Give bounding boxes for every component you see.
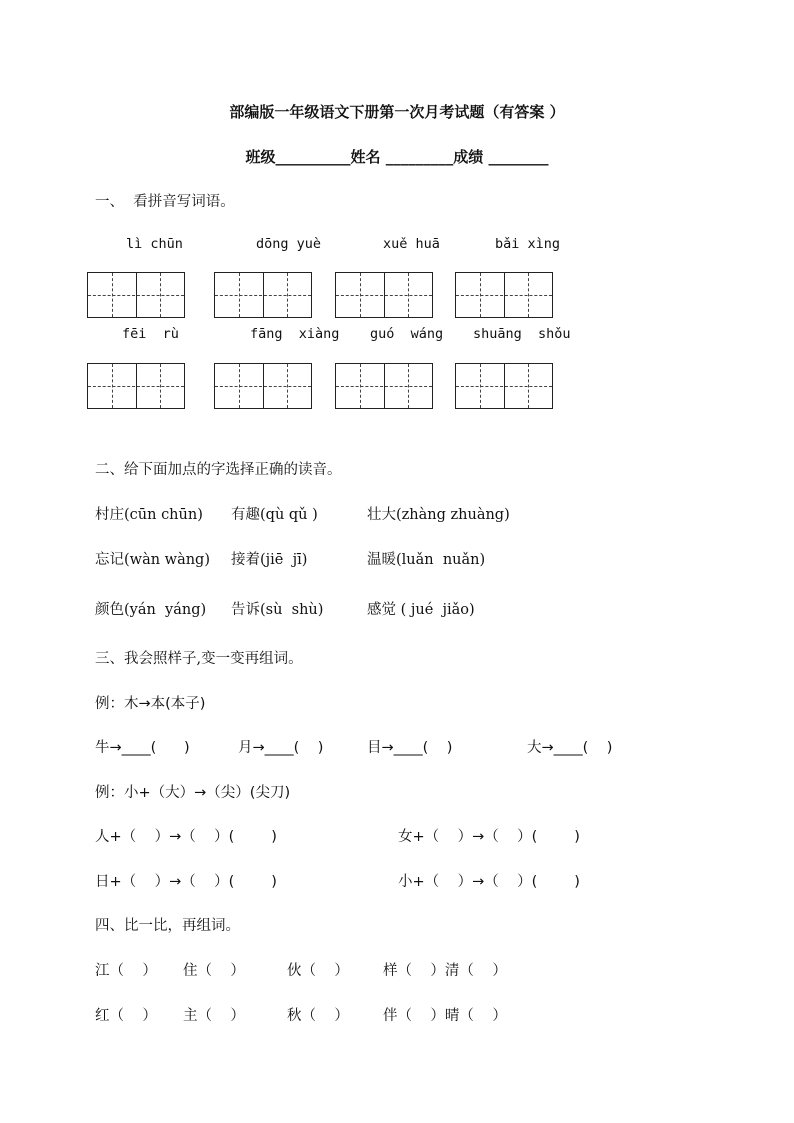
page-title: 部编版一年级语文下册第一次月考试题（有答案 ）	[229, 103, 565, 121]
fill-item[interactable]: 日+（ ）→（ ）( )	[95, 874, 277, 890]
compare-item[interactable]: 秋（ ）	[287, 1008, 349, 1024]
compare-item[interactable]: 江（ ）	[95, 963, 157, 979]
reading-choice-item[interactable]: 接着(jiē jī)	[231, 552, 308, 568]
example-line: 例：小+（大）→（尖）(尖刀)	[95, 785, 291, 801]
pinyin-label: lì chūn	[126, 236, 183, 252]
pinyin-label: shuāng shǒu	[473, 326, 571, 342]
reading-choice-item[interactable]: 村庄(cūn chūn)	[95, 507, 203, 523]
compare-item[interactable]: 主（ ）	[183, 1008, 245, 1024]
compare-item[interactable]: 样（ ）清（ ）	[383, 963, 507, 979]
pinyin-label: dōng yuè	[256, 236, 322, 252]
reading-choice-item[interactable]: 颜色(yán yáng)	[95, 602, 207, 618]
writing-grid[interactable]	[214, 272, 312, 318]
reading-choice-item[interactable]: 告诉(sù shù)	[231, 602, 324, 618]
reading-choice-item[interactable]: 有趣(qù qǔ )	[231, 507, 318, 523]
pinyin-label: fāng xiàng	[250, 326, 340, 342]
compare-item[interactable]: 红（ ）	[95, 1008, 157, 1024]
student-info-line: 班级__________姓名 _________成绩 ________	[245, 148, 549, 166]
section-4-heading: 四、比一比，再组词。	[95, 918, 240, 934]
writing-grid[interactable]	[214, 363, 312, 409]
fill-item[interactable]: 女+（ ）→（ ）( )	[398, 829, 580, 845]
compare-item[interactable]: 住（ ）	[183, 963, 245, 979]
fill-item[interactable]: 小+（ ）→（ ）( )	[398, 874, 580, 890]
fill-item[interactable]: 人+（ ）→（ ）( )	[95, 829, 277, 845]
writing-grid[interactable]	[335, 272, 433, 318]
pinyin-label: guó wáng	[370, 326, 444, 342]
reading-choice-item[interactable]: 温暖(luǎn nuǎn)	[367, 552, 486, 568]
example-line: 例：木→本(本子)	[95, 696, 206, 712]
writing-grid[interactable]	[87, 272, 185, 318]
fill-item[interactable]: 月→____( )	[238, 740, 324, 756]
writing-grid[interactable]	[455, 363, 553, 409]
section-3-heading: 三、我会照样子,变一变再组词。	[95, 651, 303, 667]
section-2-heading: 二、给下面加点的字选择正确的读音。	[95, 462, 342, 478]
pinyin-label: fēi rù	[122, 326, 179, 342]
pinyin-label: bǎi xìng	[495, 236, 561, 252]
reading-choice-item[interactable]: 壮大(zhàng zhuàng)	[367, 507, 510, 523]
pinyin-label: xuě huā	[383, 236, 440, 252]
fill-item[interactable]: 目→____( )	[367, 740, 453, 756]
writing-grid[interactable]	[87, 363, 185, 409]
compare-item[interactable]: 伴（ ）晴（ ）	[383, 1008, 507, 1024]
reading-choice-item[interactable]: 感觉 ( jué jiǎo)	[367, 602, 475, 618]
writing-grid[interactable]	[455, 272, 553, 318]
section-1-heading: 一、 看拼音写词语。	[95, 194, 235, 210]
reading-choice-item[interactable]: 忘记(wàn wàng)	[95, 552, 210, 568]
fill-item[interactable]: 牛→____( )	[95, 740, 190, 756]
fill-item[interactable]: 大→____( )	[527, 740, 613, 756]
writing-grid[interactable]	[335, 363, 433, 409]
compare-item[interactable]: 伙（ ）	[287, 963, 349, 979]
